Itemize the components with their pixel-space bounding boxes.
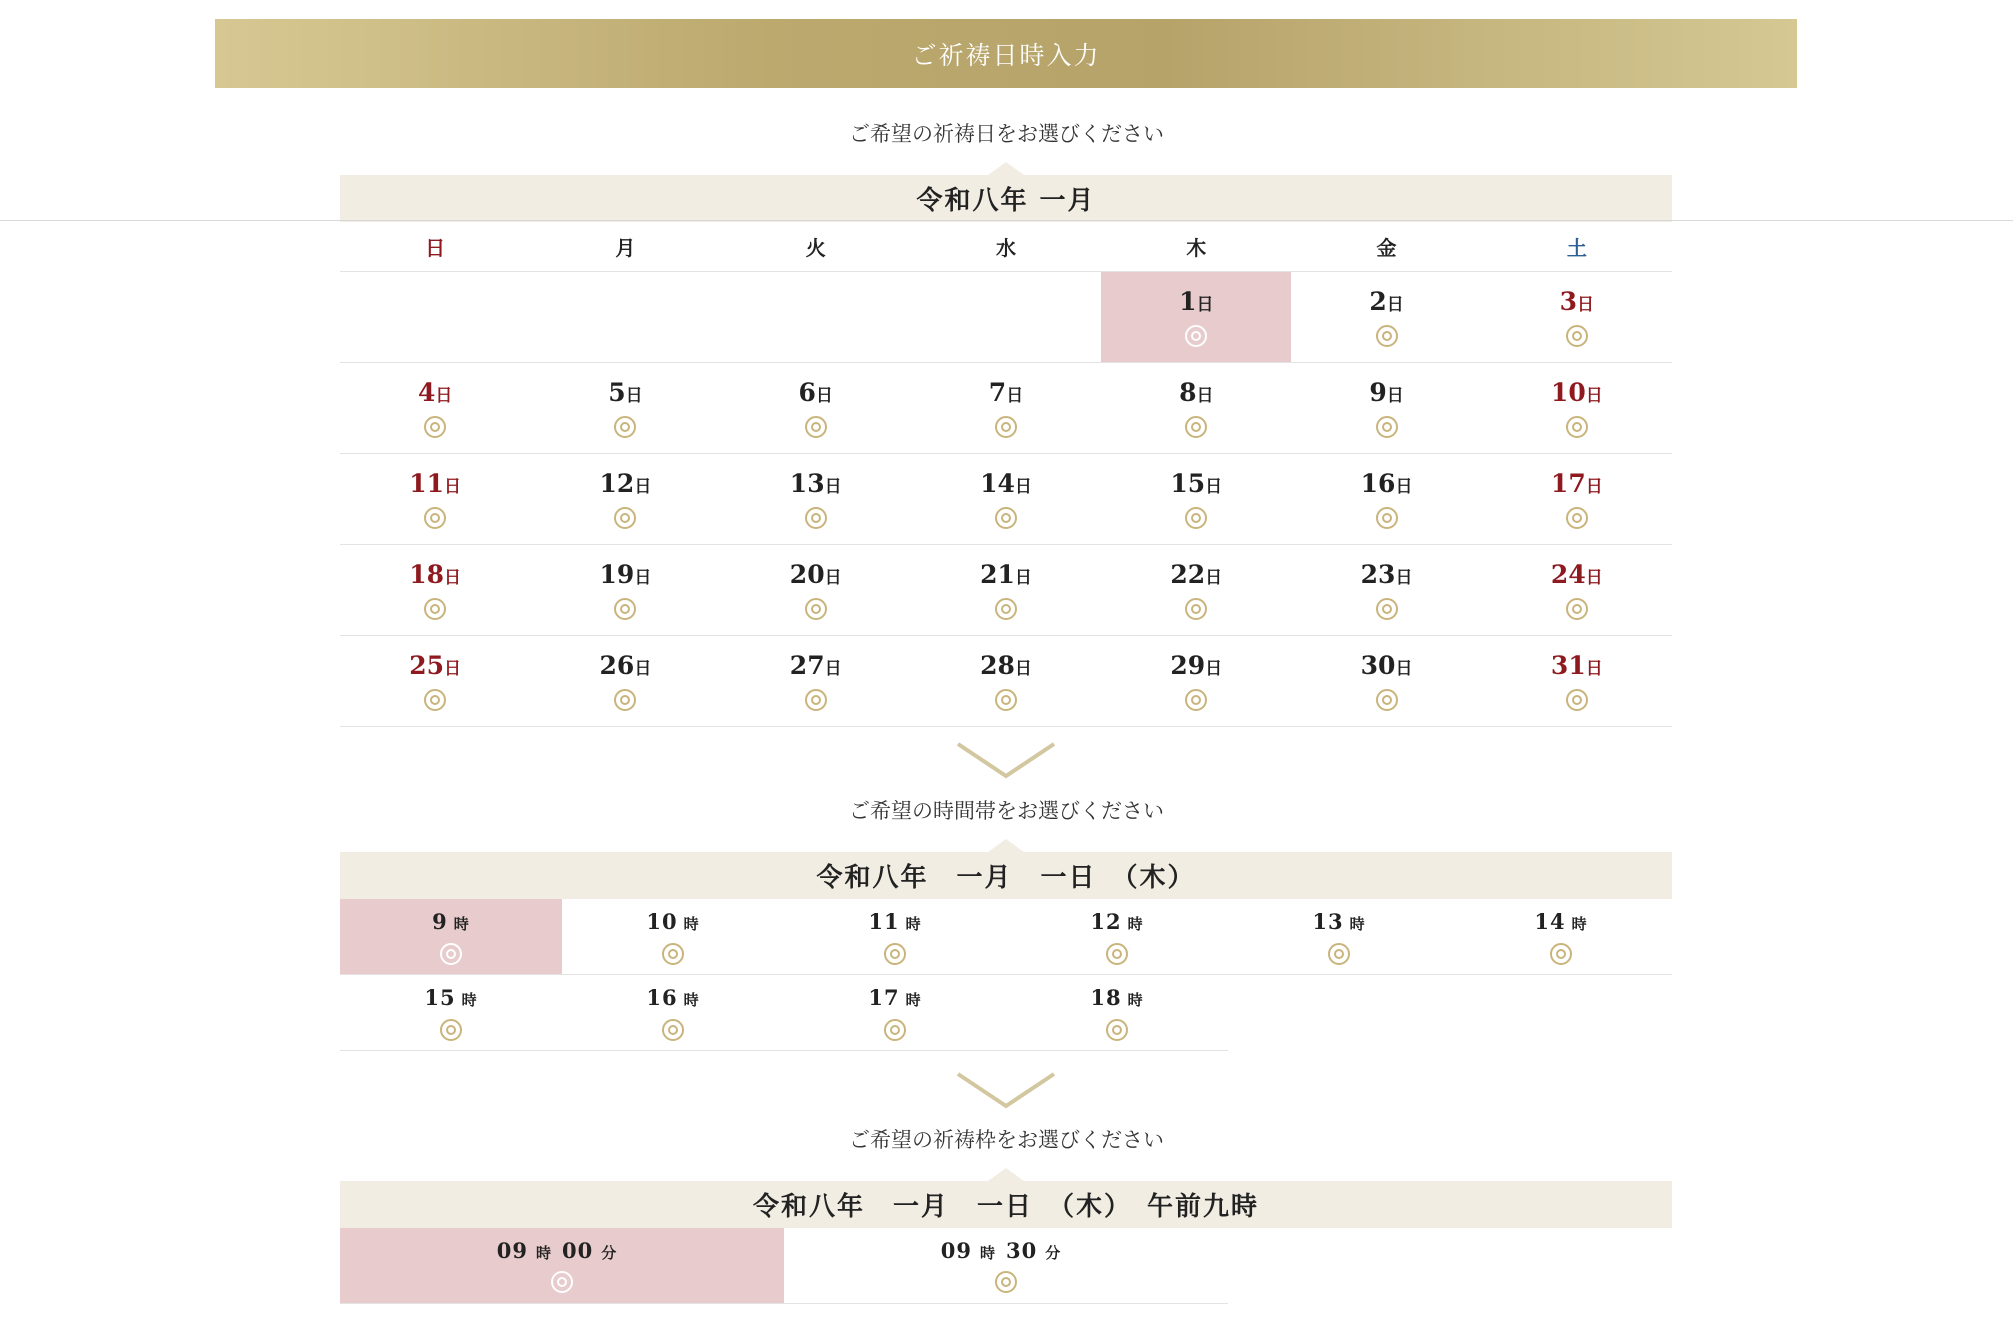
available-mark-icon xyxy=(995,689,1017,711)
month-title: 令和八年 一月 xyxy=(916,186,1096,216)
hour-slot-16[interactable] xyxy=(562,975,784,1050)
day-number: 25 xyxy=(409,651,445,680)
hour-unit: 時 xyxy=(453,914,470,933)
calendar-week xyxy=(340,272,1672,363)
day-number: 30 xyxy=(1360,651,1396,680)
calendar-day-26[interactable] xyxy=(530,636,720,726)
available-mark-icon xyxy=(551,1271,573,1293)
calendar-grid xyxy=(340,272,1672,727)
hour-label xyxy=(1534,909,1587,937)
hour-slot-10[interactable] xyxy=(562,899,784,974)
day-unit: 日 xyxy=(815,386,833,406)
hour-unit: 時 xyxy=(683,990,700,1009)
weekday-label: 火 xyxy=(805,235,826,260)
available-mark-icon xyxy=(884,1019,906,1041)
date-prompt: ご希望の祈祷日をお選びください xyxy=(849,122,1164,146)
weekday-label: 土 xyxy=(1566,235,1587,260)
day-unit: 日 xyxy=(634,568,652,588)
calendar-day-7[interactable] xyxy=(911,363,1101,453)
hour-value: 18 xyxy=(1090,984,1122,1010)
calendar-day-8[interactable] xyxy=(1101,363,1291,453)
day-unit: 日 xyxy=(1196,295,1214,315)
calendar-day-31[interactable] xyxy=(1482,636,1672,726)
available-mark-icon xyxy=(614,689,636,711)
hour-value: 11 xyxy=(868,908,900,934)
day-label xyxy=(1179,378,1213,411)
available-mark-icon xyxy=(614,598,636,620)
day-number: 15 xyxy=(1170,469,1206,498)
day-number: 1 xyxy=(1179,287,1197,316)
day-label xyxy=(409,651,461,684)
hour-slot-11[interactable] xyxy=(784,899,1006,974)
day-number: 24 xyxy=(1550,560,1586,589)
available-mark-icon xyxy=(424,507,446,529)
calendar-day-19[interactable] xyxy=(530,545,720,635)
selected-datetime-title: 令和八年 一月 一日 （木） 午前九時 xyxy=(752,1192,1259,1222)
available-mark-icon xyxy=(1185,598,1207,620)
available-mark-icon xyxy=(995,416,1017,438)
available-mark-icon xyxy=(805,598,827,620)
available-mark-icon xyxy=(1185,689,1207,711)
hour-label xyxy=(868,909,921,937)
hour-slots xyxy=(340,899,1672,1051)
frame-minute: 30 xyxy=(1006,1238,1038,1263)
available-mark-icon xyxy=(662,943,684,965)
day-label xyxy=(1361,469,1413,502)
available-mark-icon xyxy=(1376,507,1398,529)
available-mark-icon xyxy=(1376,325,1398,347)
day-number: 19 xyxy=(599,560,635,589)
available-mark-icon xyxy=(614,507,636,529)
calendar-day-5[interactable] xyxy=(530,363,720,453)
calendar-empty-cell xyxy=(340,272,530,362)
available-mark-icon xyxy=(805,416,827,438)
day-unit: 日 xyxy=(1205,568,1223,588)
frame-minute-unit: 分 xyxy=(601,1244,618,1262)
hour-label xyxy=(1312,909,1365,937)
day-unit: 日 xyxy=(1014,477,1032,497)
day-label xyxy=(1170,651,1222,684)
hour-value: 15 xyxy=(424,984,456,1010)
hour-value: 12 xyxy=(1090,908,1122,934)
calendar-day-22[interactable] xyxy=(1101,545,1291,635)
hour-row xyxy=(340,899,1672,975)
calendar-week xyxy=(340,454,1672,545)
day-unit: 日 xyxy=(1014,659,1032,679)
available-mark-icon xyxy=(424,416,446,438)
calendar-day-18[interactable] xyxy=(340,545,530,635)
page-title: ご祈祷日時入力 xyxy=(911,40,1101,70)
day-label xyxy=(1369,287,1403,320)
day-number: 7 xyxy=(988,378,1007,407)
frame-minute-unit: 分 xyxy=(1045,1244,1062,1262)
calendar-day-9[interactable] xyxy=(1291,363,1481,453)
month-title-band xyxy=(340,175,1672,222)
day-number: 10 xyxy=(1550,378,1586,407)
calendar-day-3[interactable] xyxy=(1482,272,1672,362)
day-number: 12 xyxy=(599,469,635,498)
calendar-day-25[interactable] xyxy=(340,636,530,726)
day-label xyxy=(1361,651,1413,684)
available-mark-icon xyxy=(1185,507,1207,529)
calendar-day-27[interactable] xyxy=(721,636,911,726)
day-number: 18 xyxy=(409,560,445,589)
calendar-day-14[interactable] xyxy=(911,454,1101,544)
available-mark-icon xyxy=(805,689,827,711)
day-label xyxy=(1361,560,1413,593)
day-number: 9 xyxy=(1369,378,1387,407)
day-unit: 日 xyxy=(634,477,652,497)
day-number: 20 xyxy=(789,560,825,589)
calendar-empty-cell xyxy=(721,272,911,362)
hour-value: 13 xyxy=(1312,908,1344,934)
calendar-day-13[interactable] xyxy=(721,454,911,544)
day-number: 21 xyxy=(980,560,1015,589)
available-mark-icon xyxy=(1566,598,1588,620)
calendar-week xyxy=(340,363,1672,454)
frame-label xyxy=(497,1238,628,1266)
available-mark-icon xyxy=(662,1019,684,1041)
day-number: 29 xyxy=(1170,651,1206,680)
available-mark-icon xyxy=(1550,943,1572,965)
day-unit: 日 xyxy=(1395,568,1413,588)
calendar-day-30[interactable] xyxy=(1291,636,1481,726)
day-number: 27 xyxy=(789,651,825,680)
available-mark-icon xyxy=(1185,416,1207,438)
hour-unit: 時 xyxy=(683,914,700,933)
hour-value: 10 xyxy=(646,908,678,934)
day-number: 6 xyxy=(798,378,816,407)
day-label xyxy=(1551,378,1603,411)
day-number: 28 xyxy=(980,651,1015,680)
available-mark-icon xyxy=(1566,507,1588,529)
available-mark-icon xyxy=(1185,325,1207,347)
day-unit: 日 xyxy=(1577,295,1595,315)
available-mark-icon xyxy=(1566,416,1588,438)
available-mark-icon xyxy=(440,1019,462,1041)
day-number: 3 xyxy=(1559,287,1578,316)
day-unit: 日 xyxy=(1585,659,1603,679)
weekday-label: 月 xyxy=(615,235,636,260)
day-number: 5 xyxy=(608,378,626,407)
day-number: 23 xyxy=(1360,560,1396,589)
day-number: 16 xyxy=(1360,469,1396,498)
weekday-label: 日 xyxy=(425,235,446,260)
day-number: 14 xyxy=(980,469,1015,498)
day-label xyxy=(790,651,842,684)
day-label xyxy=(1560,287,1594,320)
day-label xyxy=(409,469,461,502)
hour-label xyxy=(432,909,470,937)
hour-unit: 時 xyxy=(1349,914,1366,933)
day-unit: 日 xyxy=(1395,477,1413,497)
day-label xyxy=(1551,469,1603,502)
calendar-empty-cell xyxy=(530,272,720,362)
available-mark-icon xyxy=(995,507,1017,529)
day-label xyxy=(418,378,452,411)
calendar-day-24[interactable] xyxy=(1482,545,1672,635)
day-label xyxy=(1369,378,1403,411)
day-unit: 日 xyxy=(625,386,643,406)
hour-unit: 時 xyxy=(1127,990,1144,1009)
hour-label xyxy=(1090,985,1143,1013)
day-unit: 日 xyxy=(634,659,652,679)
day-number: 22 xyxy=(1170,560,1206,589)
day-label xyxy=(600,469,652,502)
day-unit: 日 xyxy=(444,477,462,497)
calendar-day-29[interactable] xyxy=(1101,636,1291,726)
available-mark-icon xyxy=(1376,598,1398,620)
hour-slot-9[interactable] xyxy=(340,899,562,974)
chevron-down-icon xyxy=(955,740,1057,780)
calendar-week xyxy=(340,636,1672,727)
frame-hour-unit: 時 xyxy=(535,1244,552,1262)
date-title-band xyxy=(340,852,1672,899)
day-label xyxy=(790,560,842,593)
hour-unit: 時 xyxy=(1571,914,1588,933)
time-prompt: ご希望の時間帯をお選びください xyxy=(849,799,1164,823)
selected-date-title: 令和八年 一月 一日 （木） xyxy=(816,863,1196,893)
calendar-day-2[interactable] xyxy=(1291,272,1481,362)
available-mark-icon xyxy=(1376,416,1398,438)
calendar-day-15[interactable] xyxy=(1101,454,1291,544)
day-label xyxy=(409,560,461,593)
calendar-day-12[interactable] xyxy=(530,454,720,544)
day-number: 17 xyxy=(1550,469,1586,498)
day-number: 11 xyxy=(409,469,445,498)
chevron-down-icon xyxy=(955,1070,1057,1110)
calendar-day-4[interactable] xyxy=(340,363,530,453)
available-mark-icon xyxy=(1376,689,1398,711)
hour-slot-18[interactable] xyxy=(1006,975,1228,1050)
hour-label xyxy=(646,909,699,937)
hour-slot-12[interactable] xyxy=(1006,899,1228,974)
day-unit: 日 xyxy=(444,659,462,679)
hour-unit: 時 xyxy=(461,990,478,1009)
day-unit: 日 xyxy=(1585,386,1603,406)
day-number: 8 xyxy=(1179,378,1197,407)
available-mark-icon xyxy=(805,507,827,529)
available-mark-icon xyxy=(424,689,446,711)
hour-unit: 時 xyxy=(905,990,922,1009)
available-mark-icon xyxy=(1106,1019,1128,1041)
frame-slots xyxy=(340,1228,1228,1304)
frame-slot-0900[interactable] xyxy=(340,1228,784,1303)
available-mark-icon xyxy=(1106,943,1128,965)
frame-row xyxy=(340,1228,1228,1304)
day-label xyxy=(790,469,842,502)
hour-value: 17 xyxy=(868,984,900,1010)
available-mark-icon xyxy=(995,598,1017,620)
day-label xyxy=(1170,469,1222,502)
day-unit: 日 xyxy=(1205,477,1223,497)
weekday-label: 水 xyxy=(995,235,1016,260)
day-number: 26 xyxy=(599,651,635,680)
day-label xyxy=(1551,651,1603,684)
day-number: 31 xyxy=(1550,651,1586,680)
calendar-day-11[interactable] xyxy=(340,454,530,544)
day-unit: 日 xyxy=(1205,659,1223,679)
day-number: 2 xyxy=(1369,287,1387,316)
calendar-day-20[interactable] xyxy=(721,545,911,635)
day-unit: 日 xyxy=(1585,477,1603,497)
day-label xyxy=(799,378,833,411)
weekday-header xyxy=(340,221,1672,272)
day-unit: 日 xyxy=(435,386,453,406)
frame-hour: 09 xyxy=(940,1238,972,1263)
day-label xyxy=(980,651,1032,684)
hour-slot-14[interactable] xyxy=(1450,899,1672,974)
hour-slot-17[interactable] xyxy=(784,975,1006,1050)
day-label xyxy=(980,469,1032,502)
hour-slot-15[interactable] xyxy=(340,975,562,1050)
frame-hour-unit: 時 xyxy=(979,1244,996,1262)
hour-slot-13[interactable] xyxy=(1228,899,1450,974)
day-number: 4 xyxy=(417,378,436,407)
frame-slot-0930[interactable] xyxy=(784,1228,1228,1303)
available-mark-icon xyxy=(1328,943,1350,965)
day-unit: 日 xyxy=(824,659,842,679)
frame-prompt: ご希望の祈祷枠をお選びください xyxy=(849,1128,1164,1152)
day-unit: 日 xyxy=(1386,386,1404,406)
calendar-day-6[interactable] xyxy=(721,363,911,453)
day-label xyxy=(989,378,1023,411)
datetime-title-band xyxy=(340,1181,1672,1228)
page-header xyxy=(215,19,1797,88)
day-label xyxy=(608,378,642,411)
hour-label xyxy=(868,985,921,1013)
calendar-week xyxy=(340,545,1672,636)
available-mark-icon xyxy=(440,943,462,965)
day-unit: 日 xyxy=(1395,659,1413,679)
calendar-day-28[interactable] xyxy=(911,636,1101,726)
calendar-day-1[interactable] xyxy=(1101,272,1291,362)
day-unit: 日 xyxy=(1014,568,1032,588)
day-unit: 日 xyxy=(824,568,842,588)
calendar-day-17[interactable] xyxy=(1482,454,1672,544)
available-mark-icon xyxy=(1566,689,1588,711)
frame-label xyxy=(941,1238,1072,1266)
calendar xyxy=(340,221,1672,727)
day-number: 13 xyxy=(789,469,825,498)
calendar-day-23[interactable] xyxy=(1291,545,1481,635)
day-label xyxy=(600,651,652,684)
day-unit: 日 xyxy=(1585,568,1603,588)
frame-minute: 00 xyxy=(562,1238,594,1263)
day-unit: 日 xyxy=(1006,386,1024,406)
day-unit: 日 xyxy=(1196,386,1214,406)
hour-unit: 時 xyxy=(905,914,922,933)
frame-hour: 09 xyxy=(496,1238,528,1263)
available-mark-icon xyxy=(424,598,446,620)
available-mark-icon xyxy=(614,416,636,438)
day-label xyxy=(980,560,1032,593)
hour-label xyxy=(1090,909,1143,937)
hour-label xyxy=(646,985,699,1013)
hour-value: 16 xyxy=(646,984,678,1010)
day-label xyxy=(1179,287,1213,320)
hour-value: 14 xyxy=(1534,908,1566,934)
day-unit: 日 xyxy=(1386,295,1404,315)
calendar-day-10[interactable] xyxy=(1482,363,1672,453)
hour-label xyxy=(424,985,477,1013)
calendar-day-16[interactable] xyxy=(1291,454,1481,544)
day-label xyxy=(1551,560,1603,593)
day-unit: 日 xyxy=(444,568,462,588)
day-label xyxy=(600,560,652,593)
calendar-empty-cell xyxy=(911,272,1101,362)
weekday-label: 木 xyxy=(1186,235,1207,260)
available-mark-icon xyxy=(884,943,906,965)
hour-row xyxy=(340,975,1228,1051)
available-mark-icon xyxy=(1566,325,1588,347)
day-label xyxy=(1170,560,1222,593)
hour-value: 9 xyxy=(432,908,448,934)
weekday-label: 金 xyxy=(1376,235,1397,260)
hour-unit: 時 xyxy=(1127,914,1144,933)
available-mark-icon xyxy=(995,1271,1017,1293)
calendar-day-21[interactable] xyxy=(911,545,1101,635)
day-unit: 日 xyxy=(824,477,842,497)
